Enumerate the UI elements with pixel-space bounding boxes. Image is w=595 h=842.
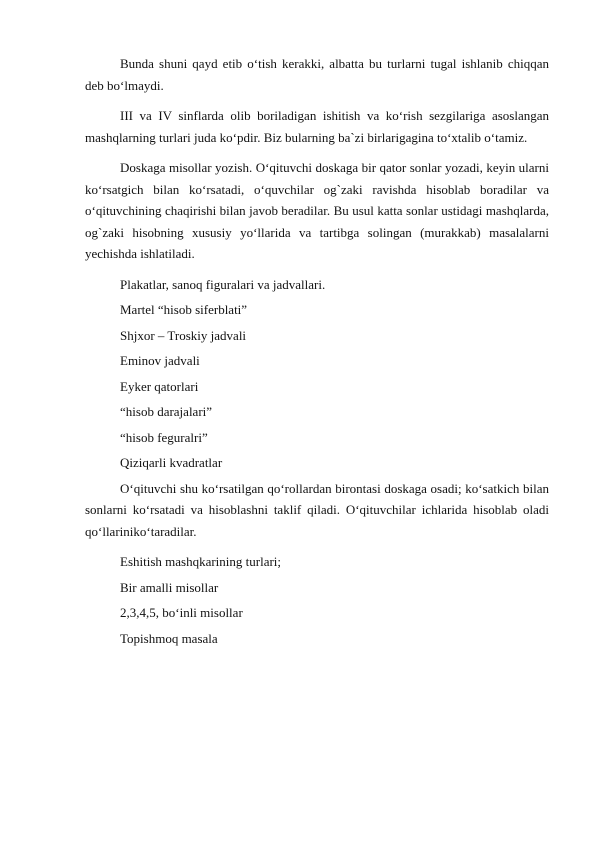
list-line-shjxor: Shjxor – Troskiy jadvali bbox=[120, 327, 247, 343]
list-line-kvadratlar: Qiziqarli kvadratlar bbox=[120, 455, 223, 470]
paragraph-1: Bunda shuni qayd etib oʻtish kerakki, albatta bu turlarni tugal ishlanib chiqqan deb boʻlmaydi. bbox=[85, 56, 549, 93]
list-line-eminov: Eminov jadvali bbox=[120, 353, 200, 368]
list-line-bir-amalli: Bir amalli misollar bbox=[120, 579, 219, 595]
paragraph-2: III va IV sinflarda olib boriladigan ishitish va koʻrish sezgilariga asoslangan mashqlarning turlari juda koʻpdir. Biz bularning ba`zi birlarigagina toʻxtalib oʻtamiz. bbox=[85, 108, 549, 145]
list-line-martel: Martel “hisob siferblati” bbox=[120, 302, 248, 317]
list-line-eshitish: Eshitish mashqkarining turlari; bbox=[120, 554, 282, 569]
paragraph-oqituvchi: Oʻqituvchi shu koʻrsatilgan qoʻrollardan birontasi doskaga osadi; koʻsatkich bilan sonlarni koʻrsatadi va hisoblashni taklif qiladi. Oʻqituvchilar ichlarida hisoblab oladi qoʻllarinikoʻtaradilar. bbox=[85, 480, 549, 539]
list-line-plakatlar: Plakatlar, sanoq figuralari va jadvallari. bbox=[120, 276, 326, 292]
list-line-hisob-darajalari: “hisob darajalari” bbox=[120, 404, 213, 419]
list-line-boinli: 2,3,4,5, boʻinli misollar bbox=[120, 605, 243, 620]
list-line-hisob-feguralri: “hisob feguralri” bbox=[120, 429, 208, 445]
paragraph-3: Doskaga misollar yozish. Oʻqituvchi doskaga bir qator sonlar yozadi, keyin ularni koʻrsatgich bilan koʻrsatadi, oʻquvchilar og`zaki ravishda hisoblab boradilar va oʻqituvchining chaqirishi bilan javob beradilar. Bu usul katta sonlar ustidagi mashqlarda, og`zaki hisobning xususiy yoʻllarida va tartibga solingan (murakkab) masalalarni yechishda ishlatiladi. bbox=[85, 160, 549, 261]
list-line-topishmoq: Topishmoq masala bbox=[120, 630, 218, 646]
list-line-eyker: Eyker qatorlari bbox=[120, 378, 199, 394]
